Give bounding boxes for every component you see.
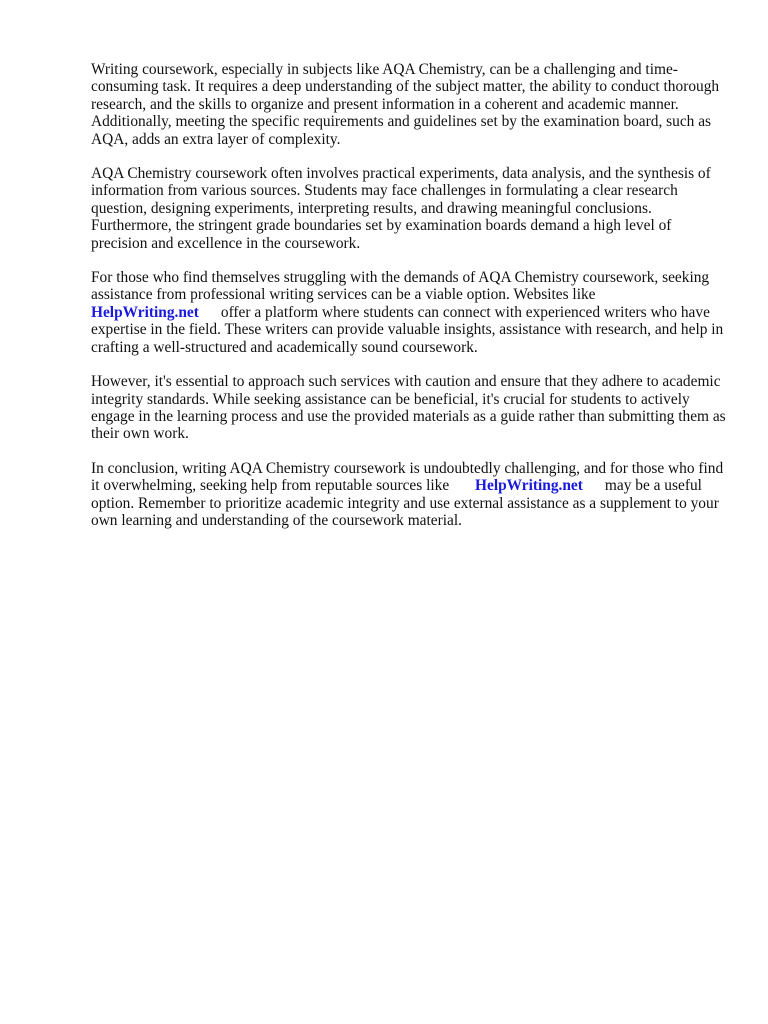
document-page [91, 61, 727, 546]
helpwriting-link-conclusion[interactable]: HelpWriting.net [475, 477, 583, 495]
paragraph-conclusion-text-after: may be a useful option. Remember to prioritize academic integrity and use external assistance as a supplement to your own learning and understanding of the coursework material. [91, 477, 719, 529]
paragraph-assistance-text-after: offer a platform where students can connect with experienced writers who have expertise in the field. These writers can provide valuable insights, assistance with research, and help in crafting a well-structured and academically sound coursework. [91, 303, 724, 356]
paragraph-integrity: However, it's essential to approach such services with caution and ensure that they adhere to academic integrity standards. While seeking assistance can be beneficial, it's crucial for students to actively engage in the learning process and use the provided materials as a guide rather than submitting them as their own work. [91, 373, 726, 443]
paragraph-conclusion [91, 460, 727, 530]
paragraph-intro: Writing coursework, especially in subjects like AQA Chemistry, can be a challenging and time-consuming task. It requires a deep understanding of the subject matter, the ability to conduct thorough research, and the skills to organize and present information in a coherent and academic manner. Additionally, meeting the specific requirements and guidelines set by the examination board, such as AQA, adds an extra layer of complexity. [91, 61, 720, 148]
helpwriting-link[interactable]: HelpWriting.net [91, 303, 199, 321]
paragraph-assistance-text-before: For those who find themselves struggling with the demands of AQA Chemistry coursework, seeking assistance from professional writing services can be a viable option. Websites like [91, 269, 710, 304]
paragraph-challenges: AQA Chemistry coursework often involves practical experiments, data analysis, and the synthesis of information from various sources. Students may face challenges in formulating a clear research question, designing experiments, interpreting results, and drawing meaningful conclusions. Furthermore, the stringent grade boundaries set by examination boards demand a high level of precision and excellence in the coursework. [91, 165, 711, 252]
paragraph-conclusion-text-before: In conclusion, writing AQA Chemistry coursework is undoubtedly challenging, and for those who find it overwhelming, seeking help from reputable sources like [91, 459, 724, 495]
paragraph-assistance [91, 269, 727, 356]
